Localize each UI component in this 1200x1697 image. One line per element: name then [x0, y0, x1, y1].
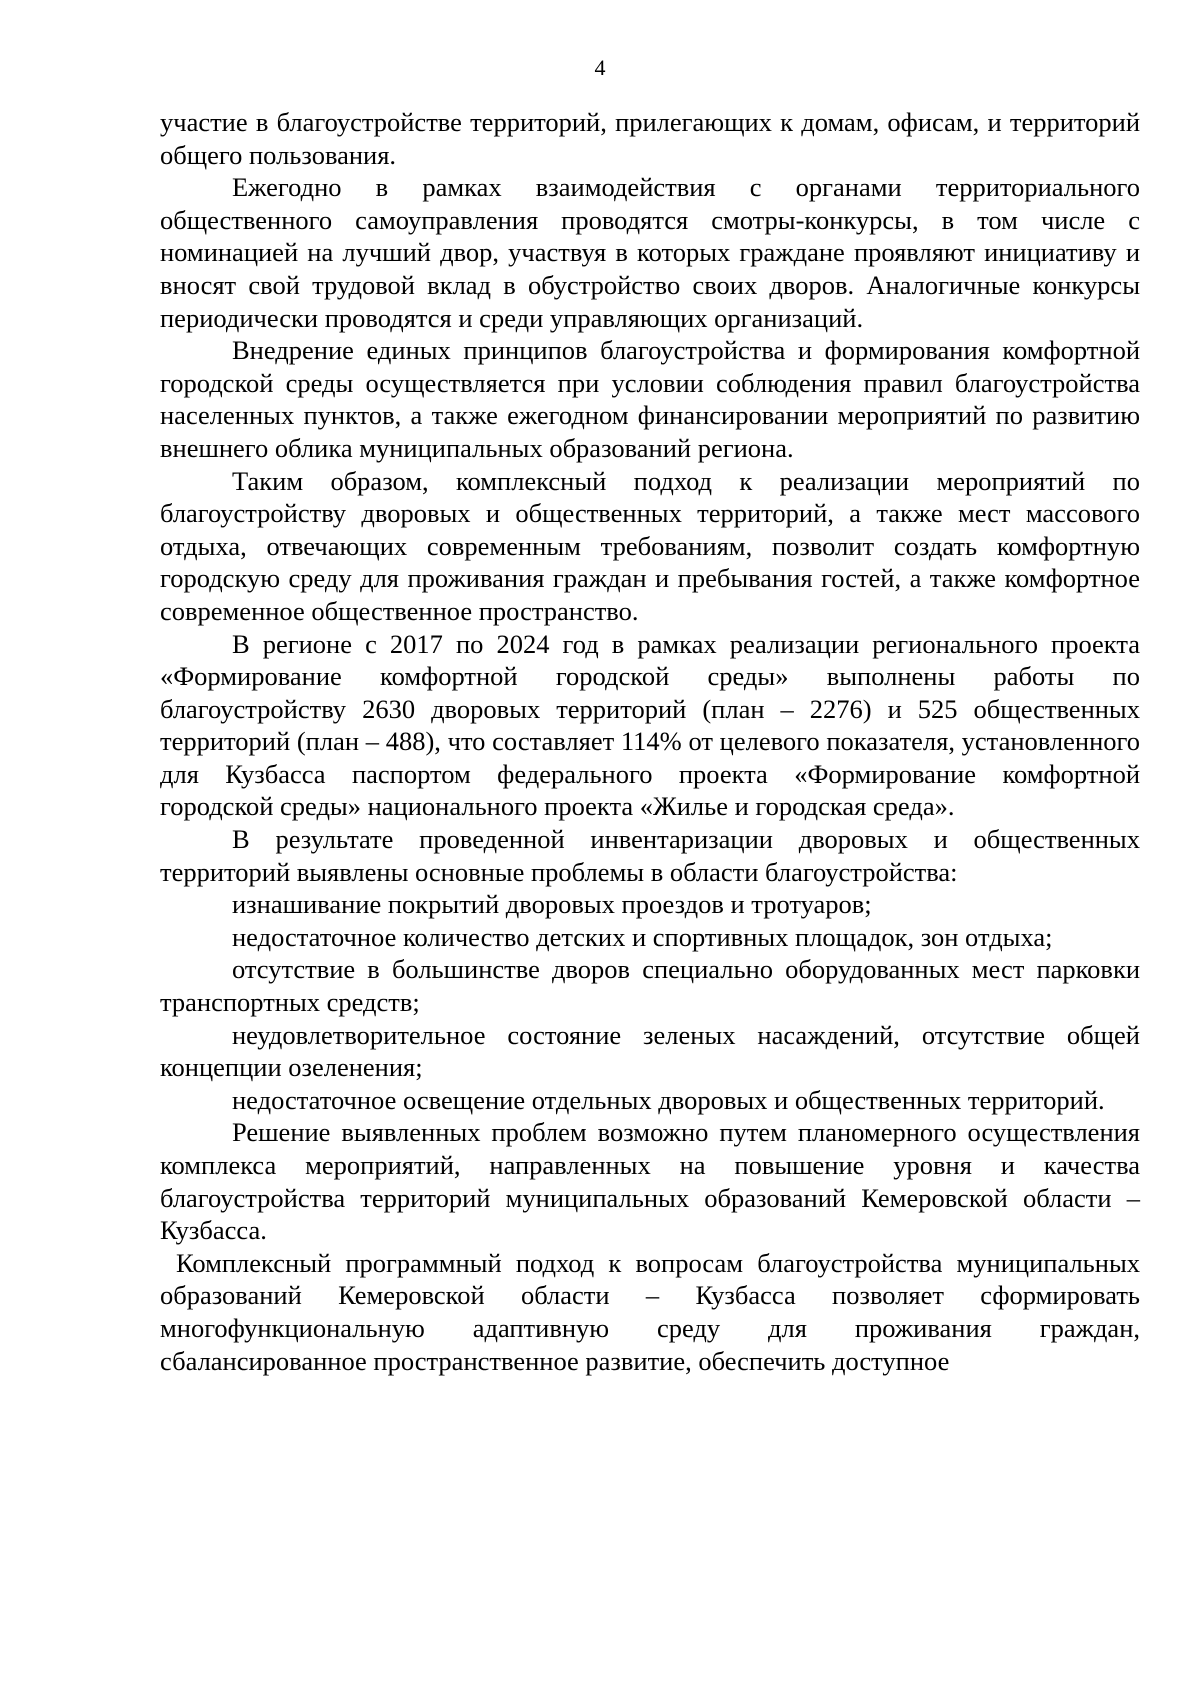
paragraph-inventory-results: В результате проведенной инвентаризации дворовых и общественных территорий выявлены основные проблемы в области благоустройства:	[160, 824, 1140, 887]
paragraph-comprehensive-approach: Таким образом, комплексный подход к реализации мероприятий по благоустройству дворовых и общественных территорий, а также мест массового отдыха, отвечающих современным требованиям, позволит создать комфортную городскую среду для проживания граждан и пребывания гостей, а также комфортное современное общественное пространство.	[160, 465, 1140, 626]
paragraph-unified-principles: Внедрение единых принципов благоустройства и формирования комфортной городской среды осуществляется при условии соблюдения правил благоустройства населенных пунктов, а также ежегодном финансировании мероприятий по развитию внешнего облика муниципальных образований региона.	[160, 335, 1140, 463]
paragraph-annual-contests: Ежегодно в рамках взаимодействия с органами территориального общественного самоуправления проводятся смотры-конкурсы, в том числе с номинацией на лучший двор, участвуя в которых граждане проявляют инициативу и вносят свой трудовой вклад в обустройство своих дворов. Аналогичные конкурсы периодически проводятся и среди управляющих организаций.	[160, 172, 1140, 333]
paragraph-solution: Решение выявленных проблем возможно путем планомерного осуществления комплекса мероприятий, направленных на повышение уровня и качества благоустройства территорий муниципальных образований Кемеровской области – Кузбасса.	[160, 1117, 1140, 1246]
paragraph-program-approach: Комплексный программный подход к вопросам благоустройства муниципальных образований Кемеровской области – Кузбасса позволяет сформировать многофункциональную адаптивную среду для проживания граждан, сбалансированное пространственное развитие, обеспечить доступное	[160, 1247, 1140, 1376]
list-item-problem-5: недостаточное освещение отдельных дворовых и общественных территорий.	[232, 1084, 1105, 1115]
document-body	[160, 106, 1140, 1377]
page-number: 4	[594, 55, 606, 80]
list-item-problem-4: неудовлетворительное состояние зеленых насаждений, отсутствие общей концепции озеленения;	[160, 1019, 1140, 1083]
list-item-problem-1: изнашивание покрытий дворовых проездов и тротуаров;	[232, 889, 872, 920]
list-item-problem-3: отсутствие в большинстве дворов специально оборудованных мест парковки транспортных средств;	[160, 954, 1140, 1018]
list-item-problem-2: недостаточное количество детских и спортивных площадок, зон отдыха;	[232, 921, 1053, 952]
paragraph-regional-project: В регионе с 2017 по 2024 год в рамках реализации регионального проекта «Формирование комфортной городской среды» выполнены работы по благоустройству 2630 дворовых территорий (план – 2276) и 525 общественных территорий (план – 488), что составляет 114% от целевого показателя, установленного для Кузбасса паспортом федерального проекта «Формирование комфортной городской среды» национального проекта «Жилье и городская среда».	[160, 628, 1140, 822]
paragraph-continuation: участие в благоустройстве территорий, прилегающих к домам, офисам, и территорий общего пользования.	[160, 107, 1140, 170]
